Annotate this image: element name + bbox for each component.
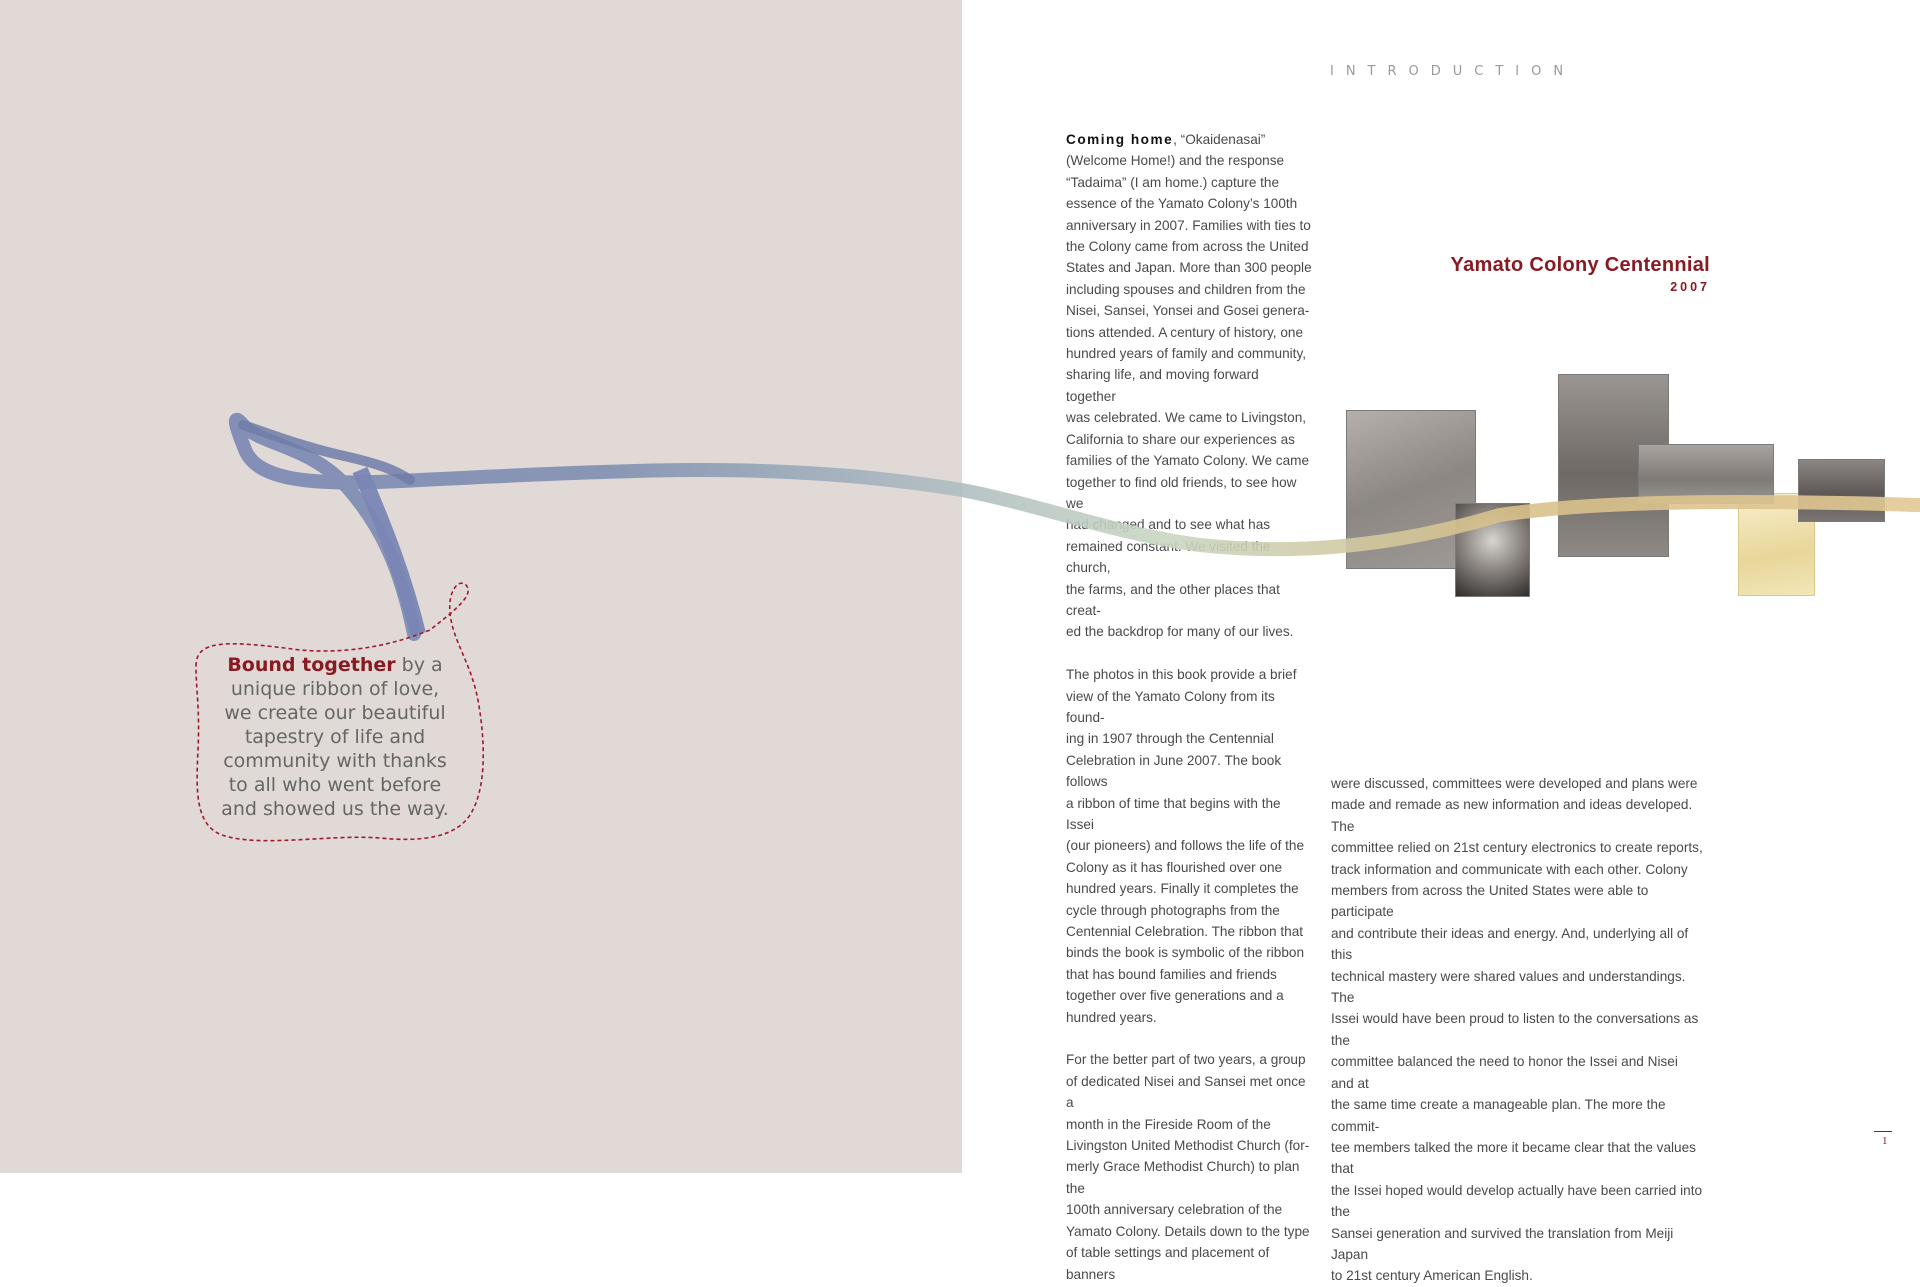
quote-line: tapestry of life and [244, 726, 426, 748]
text-line: track information and communicate with each other. Colony [1331, 861, 1688, 877]
text-line: cycle through photographs from the [1066, 902, 1280, 918]
paragraph-3 [1066, 1049, 1312, 1284]
text-line: anniversary in 2007. Families with ties to [1066, 217, 1311, 233]
page-number: 1 [1882, 1135, 1888, 1147]
page-number-rule [1874, 1131, 1892, 1132]
text-line: hundred years of family and community, [1066, 346, 1307, 362]
text-line: Livingston United Methodist Church (for- [1066, 1138, 1310, 1154]
text-line: together over five generations and a [1066, 988, 1284, 1004]
left-page [0, 0, 962, 1173]
title-year: 2007 [1670, 280, 1710, 294]
text-line: that has bound families and friends [1066, 966, 1277, 982]
paragraph-2 [1066, 664, 1312, 1028]
text-line: ed the backdrop for many of our lives. [1066, 624, 1294, 640]
intro-column-right [1331, 773, 1703, 1287]
text-line: The photos in this book provide a brief [1066, 667, 1297, 683]
text-line: Issei would have been proud to listen to the conversations as the [1331, 1011, 1699, 1048]
text-line: the Issei hoped would develop actually have been carried into the [1331, 1182, 1703, 1220]
text-line: tee members talked the more it became clear that the values that [1331, 1139, 1696, 1177]
quote-line: unique ribbon of love, [230, 678, 440, 700]
text-line: the Colony came from across the United [1066, 239, 1309, 255]
text-line: together to find old friends, to see how we [1066, 474, 1297, 511]
text-line: Colony as it has flourished over one [1066, 859, 1283, 875]
text-line: of dedicated Nisei and Sansei met once a [1066, 1073, 1306, 1111]
quote-line: to all who went before [228, 774, 442, 796]
photo-group [1638, 444, 1774, 504]
text-line: the same time create a manageable plan. The more the commit- [1331, 1097, 1666, 1134]
text-line: committee balanced the need to honor the Issei and Nisei and at [1331, 1054, 1678, 1091]
text-line: Nisei, Sansei, Yonsei and Gosei genera- [1066, 303, 1310, 319]
lead-phrase: Coming home [1066, 132, 1174, 147]
section-label: INTRODUCTION [1330, 64, 1576, 79]
text-line: and contribute their ideas and energy. And, underlying all of this [1331, 925, 1689, 963]
text-line: of table settings and placement of banners [1066, 1245, 1270, 1282]
text-line: a ribbon of time that begins with the Issei [1066, 795, 1281, 832]
text-line: the farms, and the other places that creat- [1066, 581, 1280, 618]
text-line: families of the Yamato Colony. We came [1066, 453, 1310, 469]
text-line: essence of the Yamato Colony’s 100th [1066, 196, 1298, 212]
text-line: California to share our experiences as [1066, 431, 1295, 447]
text-line: members from across the United States were able to participate [1331, 883, 1649, 920]
text-line: hundred years. Finally it completes the [1066, 881, 1299, 897]
text-line: binds the book is symbolic of the ribbon [1066, 945, 1305, 961]
paragraph-4 [1331, 773, 1703, 1287]
text-line: (Welcome Home!) and the response [1066, 153, 1285, 169]
text-line: merly Grace Methodist Church) to plan the [1066, 1159, 1300, 1196]
text-line: sharing life, and moving forward together [1066, 367, 1259, 404]
paragraph-1 [1066, 129, 1312, 643]
pull-quote [200, 653, 470, 821]
text-line: view of the Yamato Colony from its found- [1066, 688, 1275, 725]
text-line: ing in 1907 through the Centennial [1066, 731, 1274, 747]
text-line: Celebration in June 2007. The book follows [1066, 752, 1282, 790]
text-line: Centennial Celebration. The ribbon that [1066, 924, 1304, 940]
quote-line: by a [401, 654, 443, 676]
text-line: was celebrated. We came to Livingston, [1066, 410, 1307, 426]
text-line: were discussed, committees were developed and plans were [1331, 776, 1698, 791]
page-title: Yamato Colony Centennial [1450, 254, 1710, 276]
text-line: , “Okaidenasai” [1173, 132, 1266, 147]
text-line: month in the Fireside Room of the [1066, 1116, 1271, 1132]
quote-line: and showed us the way. [221, 798, 449, 820]
text-line: States and Japan. More than 300 people [1066, 260, 1312, 276]
photo-family-group [1798, 459, 1885, 522]
text-line: made and remade as new information and ideas developed. The [1331, 797, 1693, 834]
text-line: including spouses and children from the [1066, 281, 1306, 297]
text-line: 100th anniversary celebration of the [1066, 1202, 1283, 1218]
text-line: remained constant. We visited the church, [1066, 538, 1271, 576]
text-line: had changed and to see what has [1066, 517, 1271, 533]
text-line: tions attended. A century of history, one [1066, 324, 1304, 340]
text-line: hundred years. [1066, 1009, 1157, 1025]
text-line: technical mastery were shared values and understandings. The [1331, 968, 1686, 1006]
text-line: Yamato Colony. Details down to the type [1066, 1223, 1310, 1239]
text-line: For the better part of two years, a group [1066, 1052, 1306, 1068]
text-line: Sansei generation and survived the translation from Meiji Japan [1331, 1225, 1674, 1262]
photo-man-portrait [1455, 503, 1530, 597]
quote-line: community with thanks [223, 750, 447, 772]
text-line: “Tadaima” (I am home.) capture the [1066, 174, 1280, 190]
intro-column-left [1066, 129, 1312, 1285]
text-line: to 21st century American English. [1331, 1268, 1533, 1284]
quote-line: we create our beautiful [224, 702, 446, 724]
title-block [1451, 254, 1710, 294]
text-line: (our pioneers) and follows the life of the [1066, 838, 1305, 854]
quote-emphasis: Bound together [227, 654, 396, 676]
text-line: committee relied on 21st century electronics to create reports, [1331, 840, 1703, 856]
